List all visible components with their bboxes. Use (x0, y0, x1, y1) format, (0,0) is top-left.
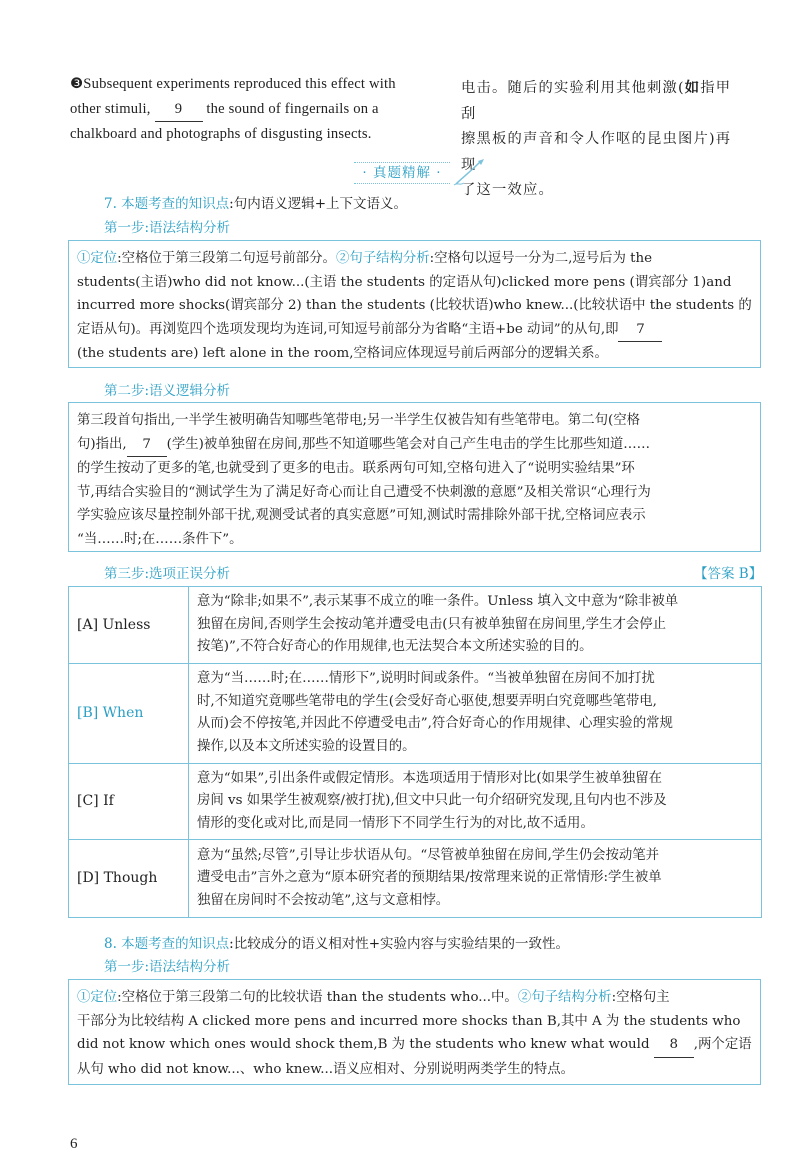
highlight-ru: 如 (684, 80, 701, 96)
q7-step3-heading: 第三步:选项正误分析 (104, 566, 231, 582)
options-table (68, 586, 762, 918)
section-banner: · 真题精解 · (354, 162, 450, 184)
q8-step1-heading: 第一步:语法结构分析 (104, 959, 231, 975)
chinese-translation: 电击。随后的实验利用其他刺激(如指甲刮 擦黑板的声音和令人作呕的昆虫图片)再现 了这一效应。 (461, 80, 732, 198)
page-number: 6 (70, 1136, 78, 1152)
q7-step2-heading: 第二步:语义逻辑分析 (104, 383, 231, 399)
blank-7: 7 (618, 318, 662, 343)
q7-grammar-box: ①定位:空格位于第三段第二句逗号前部分。②句子结构分析:空格句以逗号一分为二,逗号后为 the students(主语)who did not know...(主语 the students 的定语从句)clicked more pens (谓宾部分 1)and incurred more shocks(谓宾部分 2) than the students (比较状语)who knew...(比较状语中 the students 的 定语从句)。再浏览四个选项发现均为连词,可知逗号前部分为省略“主语+be 动词”的从句,即 7 (the students are) left alone in the room,空格词应体现逗号前后两部分的逻辑关系。 (68, 240, 761, 368)
option-a-label: [A] Unless (69, 587, 189, 664)
option-d-label: [D] Though (69, 840, 189, 918)
q8-grammar-box: ①定位:空格位于第三段第二句的比较状语 than the students who...中。②句子结构分析:空格句主 干部分为比较结构 A clicked more pens and incurred more shocks than B,其中 A 为 the students who did not know which ones would shock them,B 为 the students who knew what would 8 ,两个定语 从句 who did not know...、who knew...语义应相对、分别说明两类学生的特点。 (68, 979, 761, 1085)
option-b-explanation: 意为“当……时;在……情形下”,说明时间或条件。“当被单独留在房间不加打扰 时,不知道究竟哪些笔带电的学生(会受好奇心驱使,想要弄明白究竟哪些笔带电, 从而)会不停按笔,并因此不停遭受电击”,符合好奇心的作用规律、心理实验的常规 操作,以及本文所述实验的设置目的。 (189, 663, 762, 763)
q7-step1-heading: 第一步:语法结构分析 (104, 220, 231, 236)
blank-9: 9 (155, 97, 203, 123)
q7-logic-box: 第三段首句指出,一半学生被明确告知哪些笔带电;另一半学生仅被告知有些笔带电。第二句(空格 句)指出, 7 (学生)被单独留在房间,那些不知道哪些笔会对自己产生电击的学生比那些知道…… 的学生按动了更多的笔,也就受到了更多的电击。联系两句可知,空格句进入了“说明实验结果”环 节,再结合实验目的“测试学生为了满足好奇心而让自己遭受不快刺激的意愿”及相关常识“心理行为 学实验应该尽量控制外部干扰,观测受试者的真实意愿”可知,测试时需排除外部干扰,空格词应表示 “当……时;在……条件下”。 (68, 402, 761, 552)
pen-icon (450, 158, 490, 188)
option-row (69, 663, 762, 763)
option-b-label: [B] When (69, 663, 189, 763)
option-row (69, 587, 762, 664)
option-a-explanation: 意为“除非;如果不”,表示某事不成立的唯一条件。Unless 填入文中意为“除非被单 独留在房间,否则学生会按动笔并遭受电击(只有被单独留在房间里,学生才会停止 按笔)”,不符合好奇心的作用规律,也无法契合本文所述实验的目的。 (189, 587, 762, 664)
option-c-explanation: 意为“如果”,引出条件或假定情形。本选项适用于情形对比(如果学生被单独留在 房间 vs 如果学生被观察/被打扰),但文中只此一句介绍研究发现,且句内也不涉及 情形的变化或对比,而是同一情形下不同学生行为的对比,故不适用。 (189, 763, 762, 840)
circle-number-3: ❸ (70, 75, 84, 92)
option-d-explanation: 意为“虽然;尽管”,引导让步状语从句。“尽管被单独留在房间,学生仍会按动笔并 遭受电击”言外之意为“原本研究者的预期结果/按常理来说的正常情形:学生被单 独留在房间时不会按动笔”,这与文意相悖。 (189, 840, 762, 918)
option-row (69, 763, 762, 840)
q7-title: 7. 本题考查的知识点:句内语义逻辑+上下文语义。 (104, 196, 408, 212)
english-passage: ❸Subsequent experiments reproduced this effect with other stimuli, 9 the sound of fingernails on a chalkboard and photographs of disgusting insects. (70, 75, 396, 142)
option-row (69, 840, 762, 918)
option-c-label: [C] If (69, 763, 189, 840)
q8-title: 8. 本题考查的知识点:比较成分的语义相对性+实验内容与实验结果的一致性。 (104, 936, 570, 952)
blank-7-b: 7 (127, 433, 167, 458)
answer-badge: 【答案 B】 (694, 566, 763, 582)
blank-8: 8 (654, 1033, 694, 1058)
